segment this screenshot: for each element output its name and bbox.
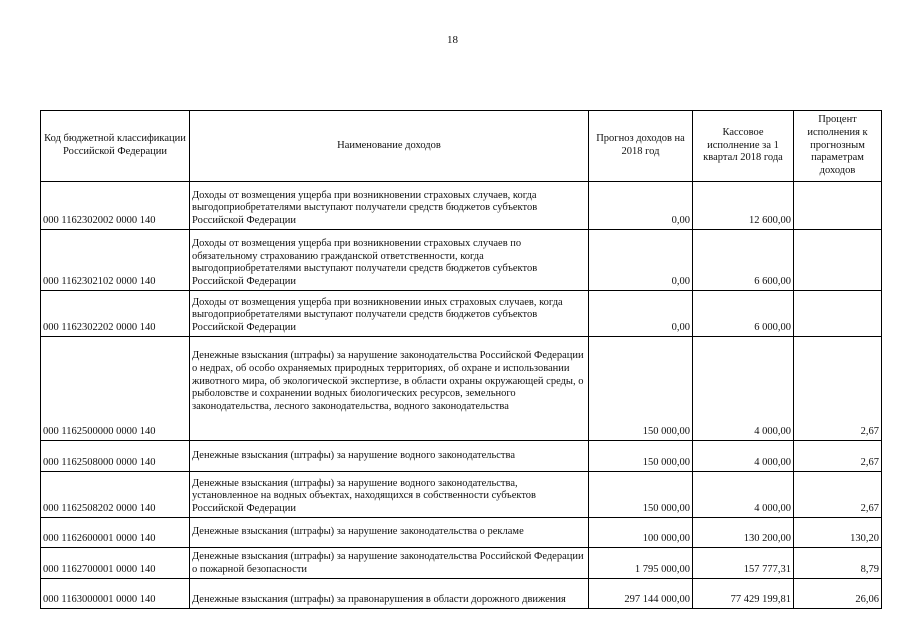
cell-code: 000 1162500000 0000 140 <box>41 337 190 441</box>
cell-code: 000 1162508202 0000 140 <box>41 472 190 518</box>
header-actual: Кассовое исполнение за 1 квартал 2018 года <box>693 111 794 182</box>
header-name: Наименование доходов <box>190 111 589 182</box>
cell-percent: 2,67 <box>794 337 882 441</box>
table-row <box>41 291 882 337</box>
cell-name: Доходы от возмещения ущерба при возникновении страховых случаев по обязательному страхованию гражданской ответственности, когда выгодоприобретателями выступают получатели средств бюджетов субъектов Российской Федерации <box>190 230 589 291</box>
cell-forecast: 297 144 000,00 <box>589 579 693 609</box>
cell-actual: 4 000,00 <box>693 337 794 441</box>
cell-code: 000 1162302202 0000 140 <box>41 291 190 337</box>
cell-code: 000 1162700001 0000 140 <box>41 548 190 579</box>
cell-percent <box>794 182 882 230</box>
cell-actual: 12 600,00 <box>693 182 794 230</box>
cell-name: Денежные взыскания (штрафы) за правонарушения в области дорожного движения <box>190 579 589 609</box>
table-row <box>41 230 882 291</box>
cell-percent <box>794 230 882 291</box>
cell-code: 000 1162508000 0000 140 <box>41 441 190 472</box>
table-row <box>41 182 882 230</box>
cell-name: Денежные взыскания (штрафы) за нарушение законодательства о рекламе <box>190 518 589 548</box>
cell-percent <box>794 291 882 337</box>
cell-forecast: 150 000,00 <box>589 337 693 441</box>
cell-name-text: Денежные взыскания (штрафы) за нарушение законодательства Российской Федерации о недрах, об особо охраняемых природных территориях, об охране и использовании животного мира, об экологической экспертизе, в области охраны окружающей среды, о рыболовстве и сохранении водных биологических ресурсов, земельного законодательства, лесного законодательства, водного законодательства <box>192 350 584 413</box>
table-header-row <box>41 111 882 182</box>
cell-name: Денежные взыскания (штрафы) за нарушение водного законодательства, установленное на водных объектах, находящихся в собственности субъектов Российской Федерации <box>190 472 589 518</box>
cell-actual: 6 600,00 <box>693 230 794 291</box>
cell-code: 000 1162302102 0000 140 <box>41 230 190 291</box>
cell-actual: 4 000,00 <box>693 441 794 472</box>
cell-percent: 2,67 <box>794 472 882 518</box>
table-row <box>41 518 882 548</box>
cell-code: 000 1162302002 0000 140 <box>41 182 190 230</box>
cell-name: Денежные взыскания (штрафы) за нарушение законодательства Российской Федерации о пожарной безопасности <box>190 548 589 579</box>
cell-forecast: 0,00 <box>589 230 693 291</box>
header-percent: Процент исполнения к прогнозным параметрам доходов <box>794 111 882 182</box>
cell-percent: 2,67 <box>794 441 882 472</box>
cell-percent: 26,06 <box>794 579 882 609</box>
table-row <box>41 472 882 518</box>
header-code: Код бюджетной классификации Российской Федерации <box>41 111 190 182</box>
cell-forecast: 100 000,00 <box>589 518 693 548</box>
cell-forecast: 0,00 <box>589 182 693 230</box>
cell-forecast: 150 000,00 <box>589 441 693 472</box>
cell-actual: 130 200,00 <box>693 518 794 548</box>
cell-name: Доходы от возмещения ущерба при возникновении иных страховых случаев, когда выгодоприобретателями выступают получатели средств бюджетов субъектов Российской Федерации <box>190 291 589 337</box>
table-row <box>41 579 882 609</box>
cell-code: 000 1163000001 0000 140 <box>41 579 190 609</box>
cell-forecast: 1 795 000,00 <box>589 548 693 579</box>
cell-actual: 157 777,31 <box>693 548 794 579</box>
cell-name: Доходы от возмещения ущерба при возникновении страховых случаев, когда выгодоприобретателями выступают получатели средств бюджетов субъектов Российской Федерации <box>190 182 589 230</box>
cell-actual: 6 000,00 <box>693 291 794 337</box>
cell-forecast: 0,00 <box>589 291 693 337</box>
cell-name: Денежные взыскания (штрафы) за нарушение водного законодательства <box>190 441 589 472</box>
page-number: 18 <box>447 34 458 46</box>
cell-forecast: 150 000,00 <box>589 472 693 518</box>
cell-actual: 77 429 199,81 <box>693 579 794 609</box>
cell-code: 000 1162600001 0000 140 <box>41 518 190 548</box>
table-row <box>41 441 882 472</box>
table-row <box>41 548 882 579</box>
revenue-table <box>40 110 882 609</box>
cell-percent: 8,79 <box>794 548 882 579</box>
table-row <box>41 337 882 441</box>
header-forecast: Прогноз доходов на 2018 год <box>589 111 693 182</box>
cell-name <box>190 337 589 441</box>
cell-actual: 4 000,00 <box>693 472 794 518</box>
cell-percent: 130,20 <box>794 518 882 548</box>
